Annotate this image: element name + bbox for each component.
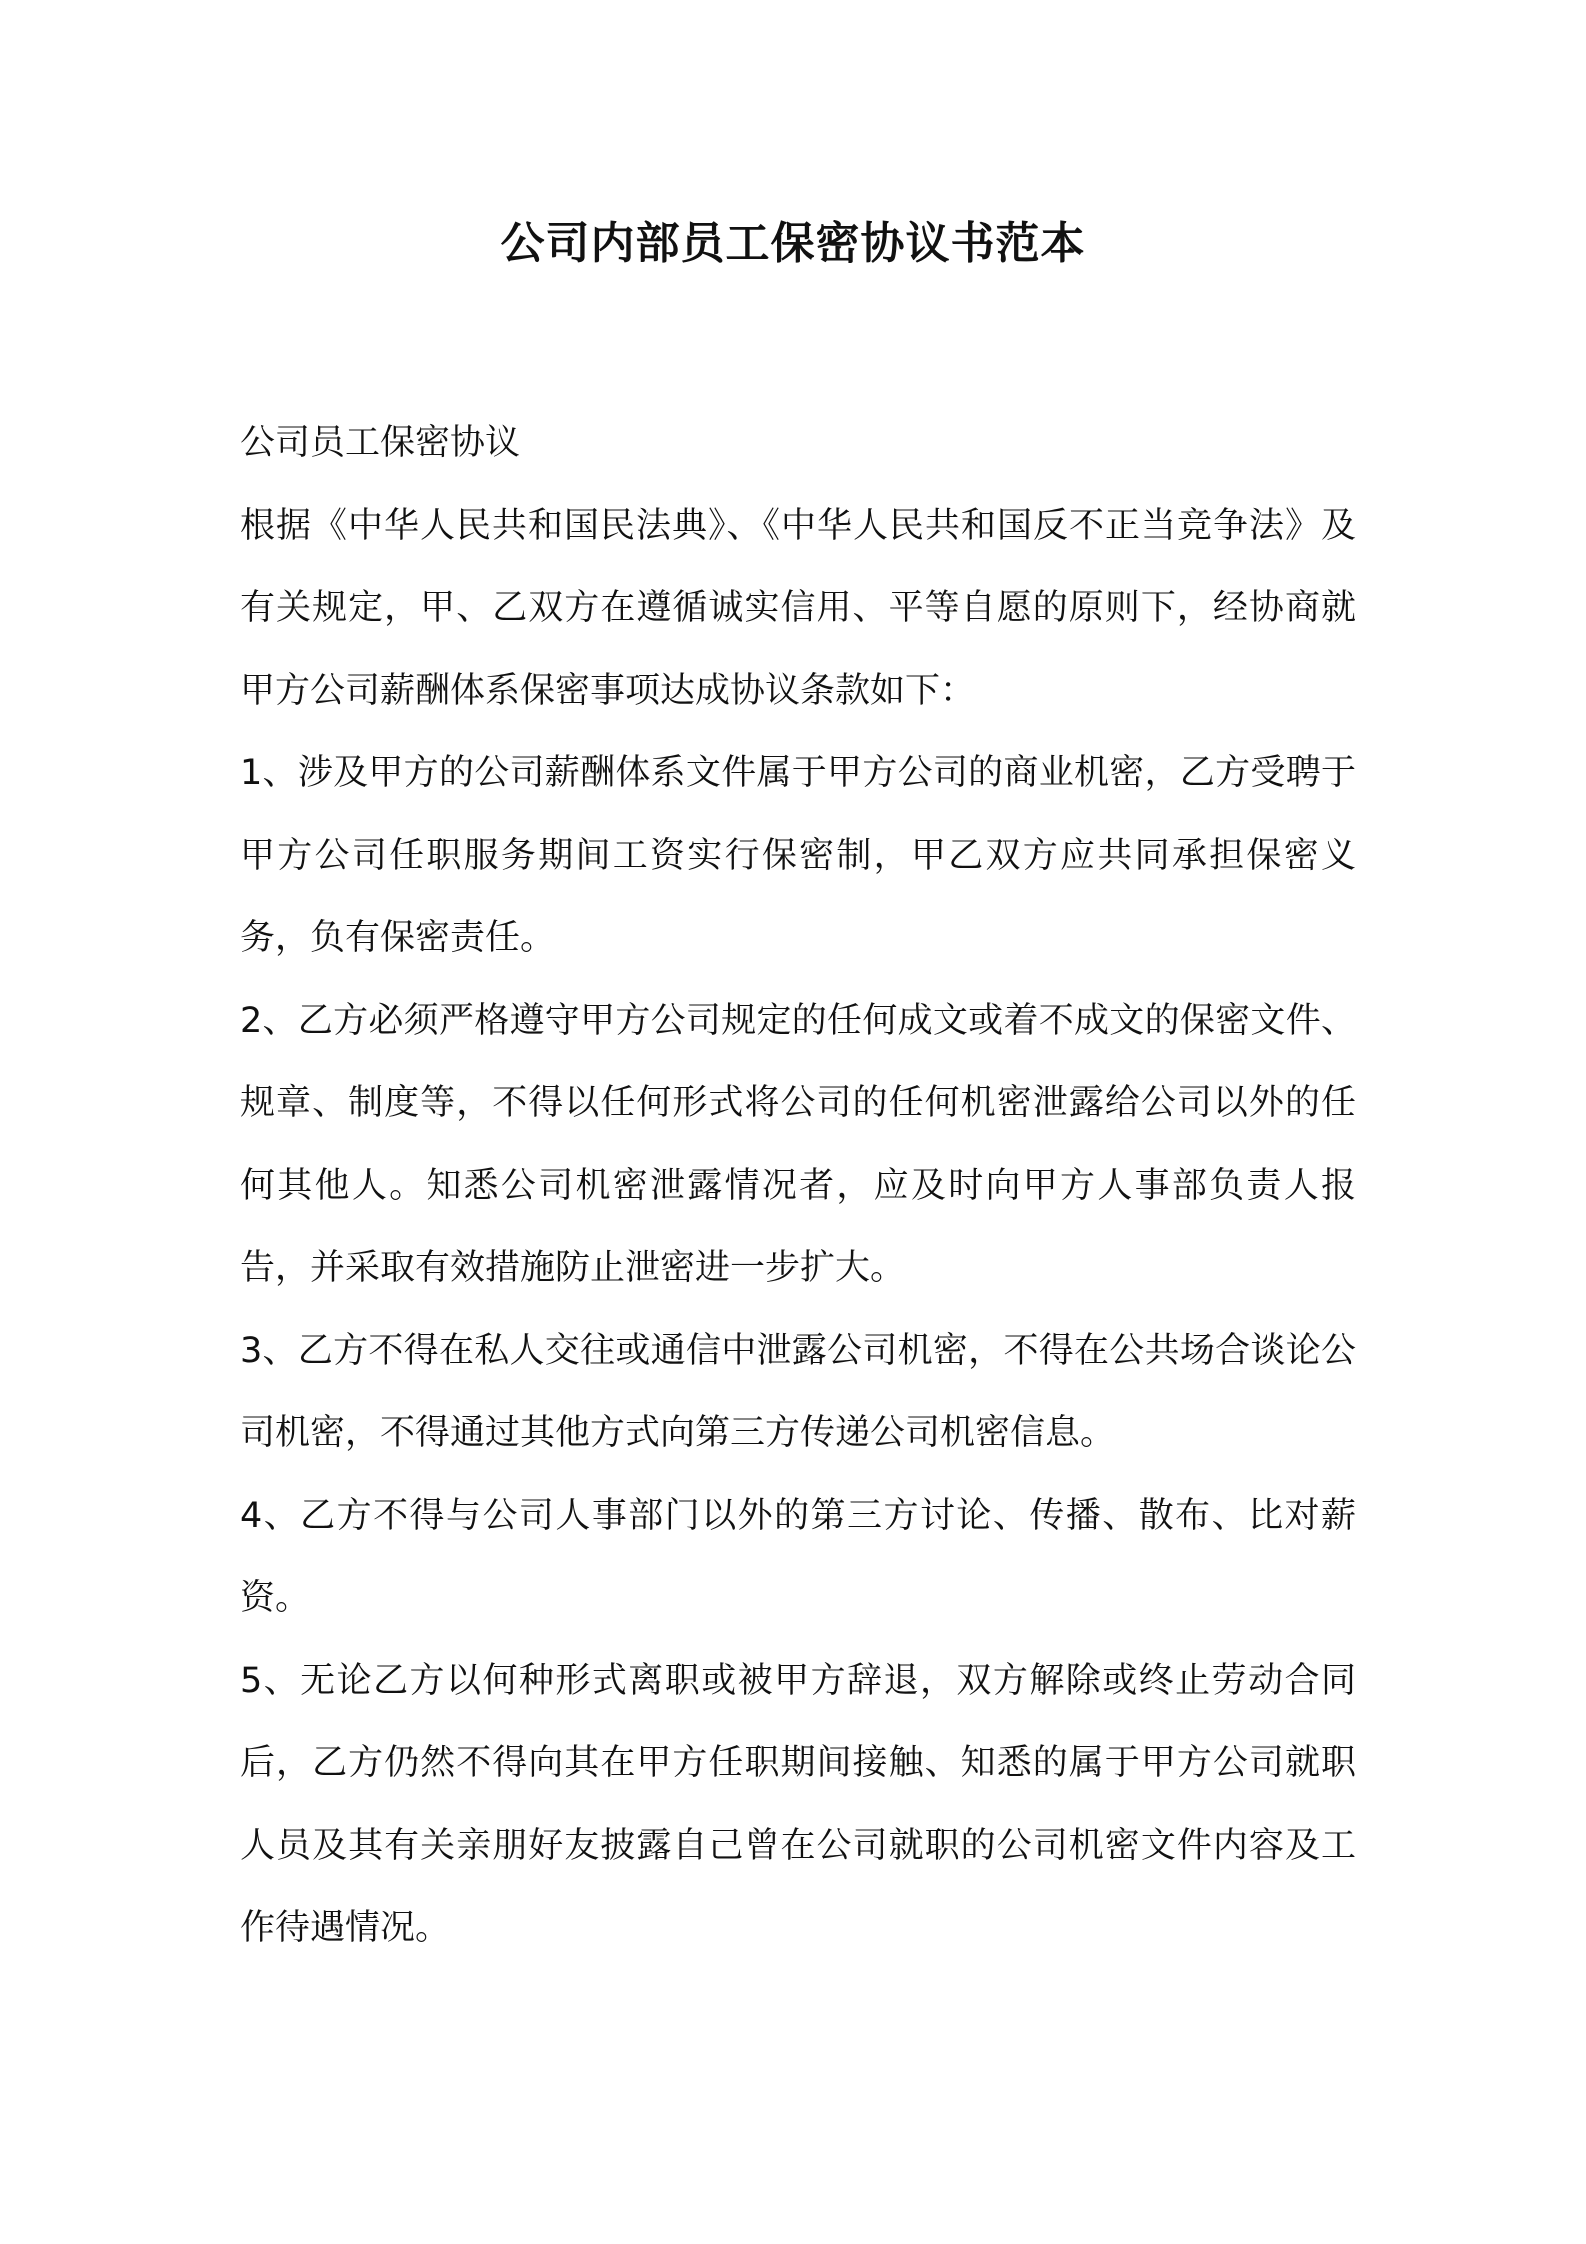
clause-5: 5、无论乙方以何种形式离职或被甲方辞退，双方解除或终止劳动合同后，乙方仍然不得向其在甲方任职期间接触、知悉的属于甲方公司就职人员及其有关亲朋好友披露自己曾在公司就职的公司机密文件内容及工作待遇情况。 [240, 1660, 1356, 1948]
document-title: 公司内部员工保密协议书范本 [500, 218, 1086, 269]
clause-1: 1、涉及甲方的公司薪酬体系文件属于甲方公司的商业机密，乙方受聘于甲方公司任职服务期间工资实行保密制，甲乙双方应共同承担保密义务，负有保密责任。 [240, 753, 1356, 958]
preamble-paragraph: 根据《中华人民共和国民法典》、《中华人民共和国反不正当竞争法》及有关规定，甲、乙双方在遵循诚实信用、平等自愿的原则下，经协商就甲方公司薪酬体系保密事项达成协议条款如下： [240, 505, 1356, 711]
clause-2: 2、乙方必须严格遵守甲方公司规定的任何成文或着不成文的保密文件、规章、制度等，不得以任何形式将公司的任何机密泄露给公司以外的任何其他人。知悉公司机密泄露情况者，应及时向甲方人事部负责人报告，并采取有效措施防止泄密进一步扩大。 [240, 1000, 1356, 1288]
document-body [240, 402, 1356, 1970]
clause-4: 4、乙方不得与公司人事部门以外的第三方讨论、传播、散布、比对薪资。 [240, 1495, 1356, 1618]
agreement-heading: 公司员工保密协议 [240, 423, 521, 463]
clause-3: 3、乙方不得在私人交往或通信中泄露公司机密，不得在公共场合谈论公司机密，不得通过其他方式向第三方传递公司机密信息。 [240, 1330, 1356, 1453]
